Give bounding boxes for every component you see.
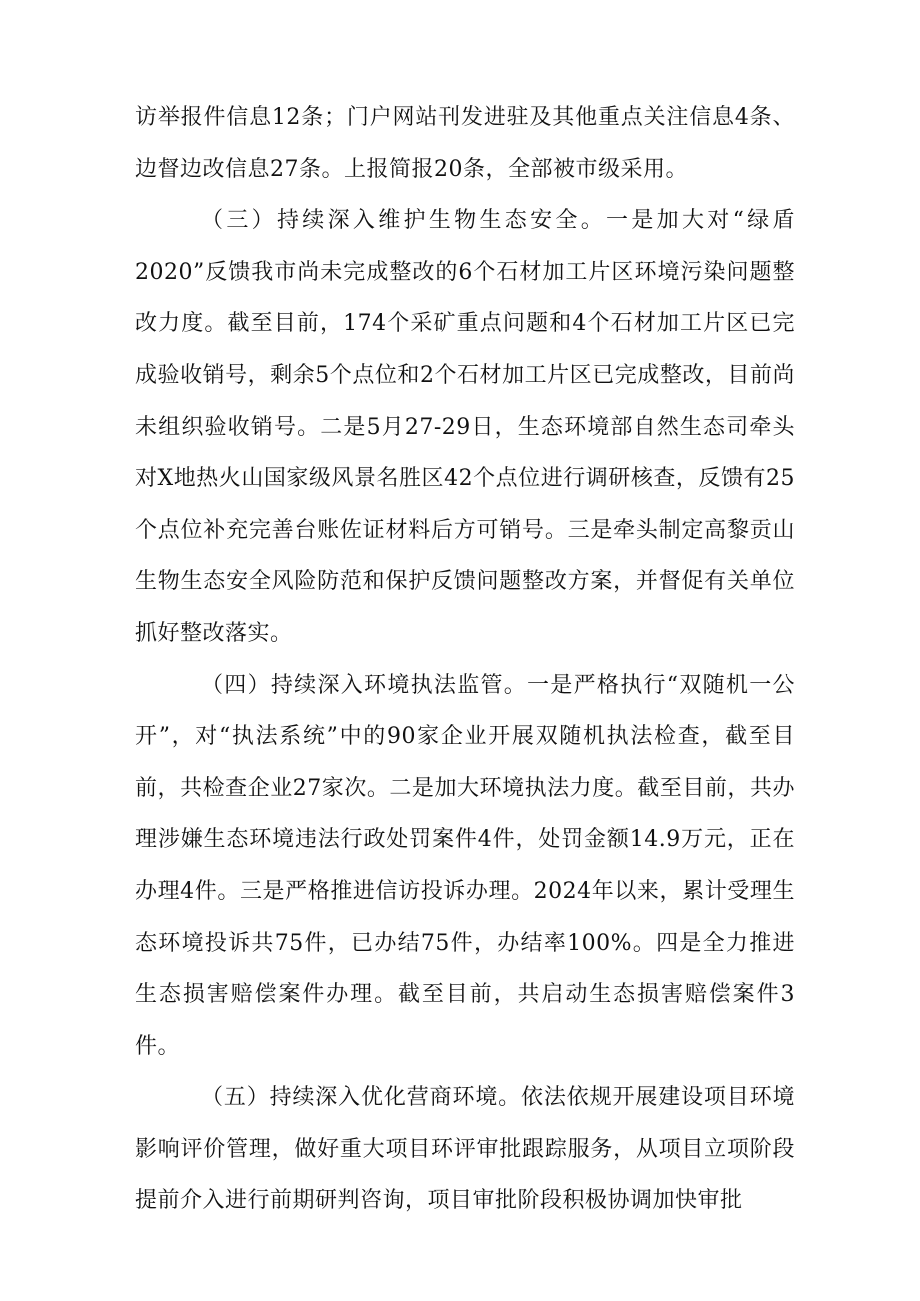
paragraph-section-four: （四）持续深入环境执法监管。一是严格执行“双随机一公开”，对“执法系统”中的90家企业开展双随机执法检查，截至目前，共检查企业27家次。二是加大环境执法力度。截至目前，共办理涉嫌生态环境违法行政处罚案件4件，处罚金额14.9万元，正在办理4件。三是严格推进信访投诉办理。2024年以来，累计受理生态环境投诉共75件，已办结75件，办结率100%。四是全力推进生态损害赔偿案件办理。截至目前，共启动生态损害赔偿案件3件。 [135,672,795,1059]
paragraph-continuation: 访举报件信息12条；门户网站刊发进驻及其他重点关注信息4条、边督边改信息27条。上报简报20条，全部被市级采用。 [135,105,795,182]
paragraph-section-five: （五）持续深入优化营商环境。依法依规开展建设项目环境影响评价管理，做好重大项目环评审批跟踪服务，从项目立项阶段提前介入进行前期研判咨询，项目审批阶段积极协调加快审批 [135,1085,795,1214]
paragraph-section-three: （三）持续深入维护生物生态安全。一是加大对“绿盾2020”反馈我市尚未完成整改的6个石材加工片区环境污染问题整改力度。截至目前，174个采矿重点问题和4个石材加工片区已完成验收销号，剩余5个点位和2个石材加工片区已完成整改，目前尚未组织验收销号。二是5月27-29日，生态环境部自然生态司牵头对X地热火山国家级风景名胜区42个点位进行调研核查，反馈有25个点位补充完善台账佐证材料后方可销号。三是牵头制定高黎贡山生物生态安全风险防范和保护反馈问题整改方案，并督促有关单位抓好整改落实。 [135,208,795,646]
document-body [135,92,795,1227]
